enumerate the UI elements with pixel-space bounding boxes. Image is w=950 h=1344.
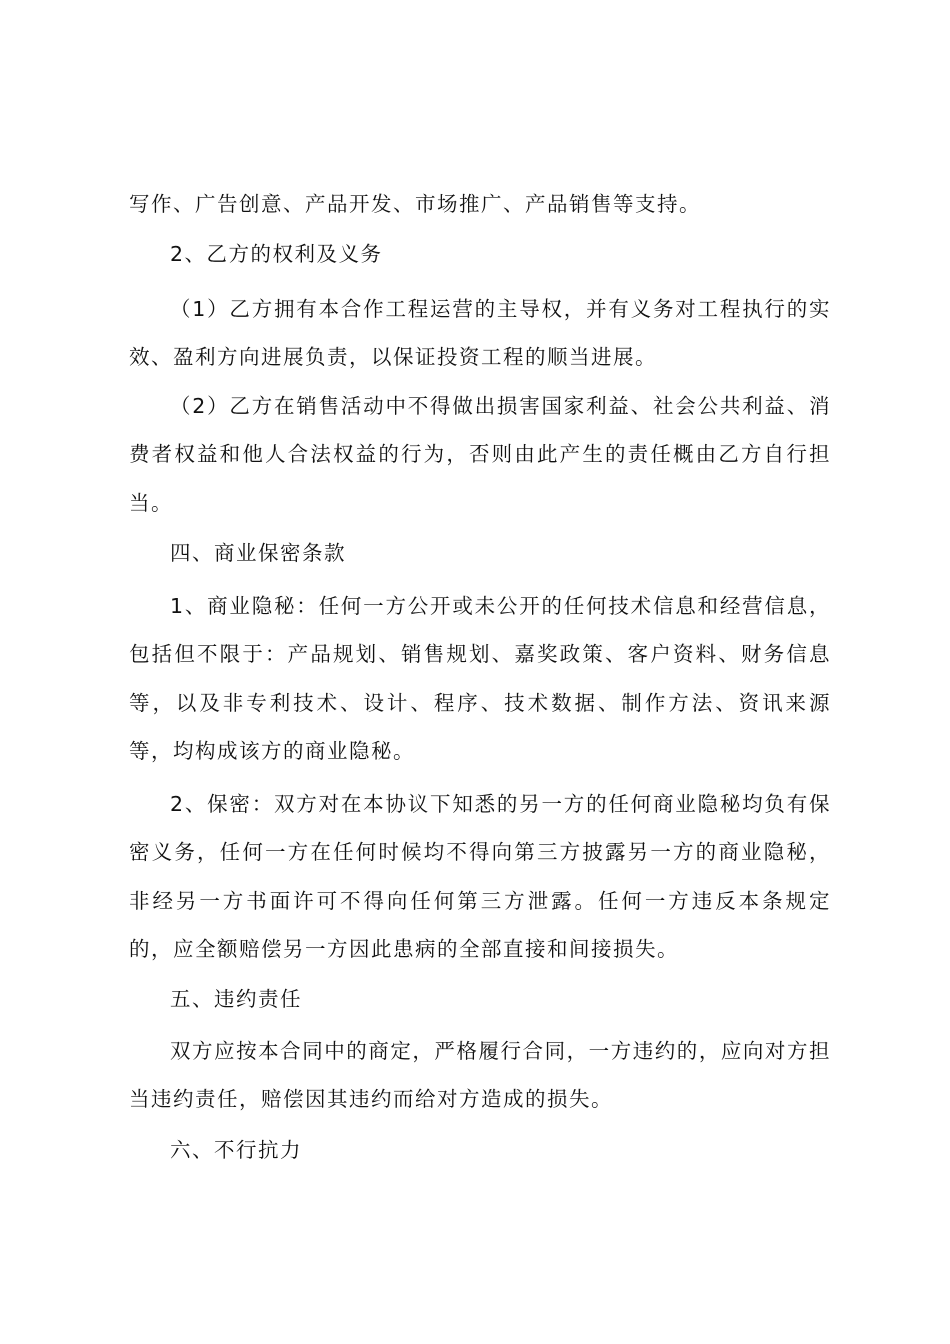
paragraph-continuation: 写作、广告创意、产品开发、市场推广、产品销售等支持。 (129, 192, 701, 216)
paragraph-liability: 双方应按本合同中的商定，严格履行合同，一方违约的，应向对方担当违约责任，赔偿因其违约而给对方造成的损失。 (129, 1039, 831, 1112)
heading-party-b-rights: 2、乙方的权利及义务 (170, 242, 383, 266)
heading-force-majeure: 六、不行抗力 (170, 1138, 302, 1162)
heading-confidentiality: 四、商业保密条款 (170, 541, 346, 565)
heading-liability: 五、违约责任 (170, 987, 302, 1011)
paragraph-trade-secrets: 1、商业隐秘：任何一方公开或未公开的任何技术信息和经营信息，包括但不限于：产品规划、销售规划、嘉奖政策、客户资料、财务信息等，以及非专利技术、设计、程序、技术数据、制作方法、资讯来源等，均构成该方的商业隐秘。 (129, 594, 831, 764)
paragraph-party-b-clause-1: （1）乙方拥有本合作工程运营的主导权，并有义务对工程执行的实效、盈利方向进展负责，以保证投资工程的顺当进展。 (129, 297, 831, 370)
paragraph-party-b-clause-2: （2）乙方在销售活动中不得做出损害国家利益、社会公共利益、消费者权益和他人合法权益的行为，否则由此产生的责任概由乙方自行担当。 (129, 394, 831, 515)
paragraph-confidentiality-obligation: 2、保密：双方对在本协议下知悉的另一方的任何商业隐秘均负有保密义务，任何一方在任何时候均不得向第三方披露另一方的商业隐秘，非经另一方书面许可不得向任何第三方泄露。任何一方违反本条规定的，应全额赔偿另一方因此患病的全部直接和间接损失。 (129, 792, 831, 962)
